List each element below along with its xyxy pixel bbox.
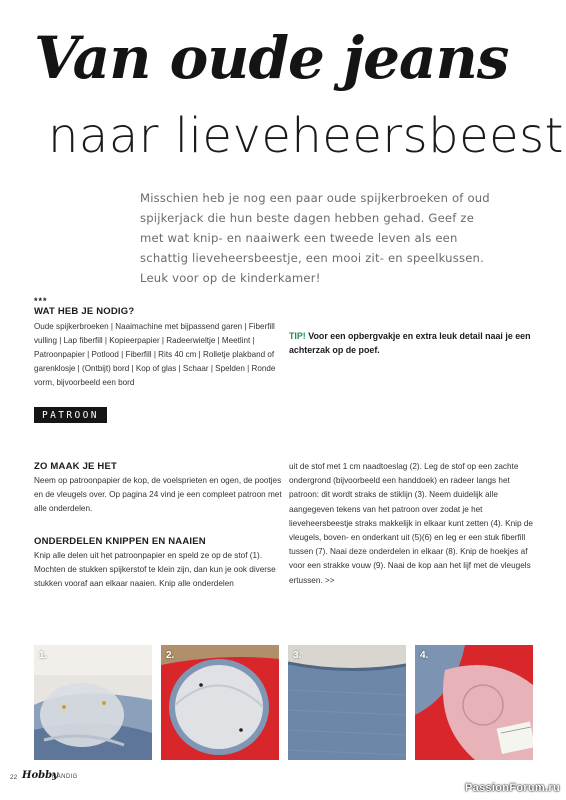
- step-photos: [34, 645, 532, 760]
- step-photo-2: [161, 645, 279, 760]
- pattern-label: PATROON: [34, 407, 107, 423]
- step-photo-2-label: 2.: [166, 650, 175, 661]
- materials-list: Oude spijkerbroeken | Naaimachine met bijpassend garen | Fiberfill vulling | Lap fiberfill | Kopieerpapier | Radeerwieltje | Meetlint | Patroonpapier | Potlood | Fiberfill | Rits 40 cm | Rolletje plakband of garenklosje | (Ontbijt) bord | Kop of glas | Schaar | Spelden | Ronde vorm, bijvoorbeeld een bord: [34, 322, 276, 387]
- step-photo-3-image: [288, 645, 406, 760]
- step-photo-3: [288, 645, 406, 760]
- step-photo-1: [34, 645, 152, 760]
- materials-heading: WAT HEB JE NODIG?: [34, 306, 135, 317]
- tip-box: [289, 330, 539, 357]
- page-number: 22: [10, 774, 18, 781]
- step-photo-3-label: 3.: [293, 650, 302, 661]
- instructions-heading-2: ONDERDELEN KNIPPEN EN NAAIEN: [34, 536, 206, 547]
- instructions-paragraph-1: Neem op patroonpapier de kop, de voelsprieten en ogen, de pootjes en de vleugels over. Op pagina 24 vind je een compleet patroon met alle onderdelen.: [34, 476, 282, 514]
- instructions-paragraph-3: uit de stof met 1 cm naadtoeslag (2). Leg de stof op een zachte ondergrond (bijvoorbeeld een handdoek) en radeer langs het patroon: dit wordt straks de stiklijn (3). Neem duidelijk alle aangegeven tekens van het patroon over zodat je het lieveheersbeestje straks makkelijk in elkaar kunt zetten (4). Knip de vleugels, boven- en onderkant uit (5)(6) en leg er een stuk fiberfill tussen (7). Naai deze onderdelen in elkaar (8). Knip de hoekjes af voor een strakke vouw (9). Naai de kop aan het lijf met de vleugels ertussen. >>: [289, 462, 533, 585]
- watermark: PassionForum.ru: [465, 782, 560, 794]
- step-photo-2-image: [161, 645, 279, 760]
- step-photo-4-image: [415, 645, 533, 760]
- section-stars: ***: [34, 296, 48, 306]
- article-title-script: Van oude jeans: [34, 24, 509, 92]
- step-photo-4: [415, 645, 533, 760]
- step-photo-1-image: [34, 645, 152, 760]
- step-photo-1-label: 1.: [39, 650, 48, 661]
- tip-label: TIP!: [289, 331, 306, 341]
- step-photo-4-label: 4.: [420, 650, 429, 661]
- brand-logo-sub: HANDIG: [52, 774, 78, 780]
- instructions-heading-1: ZO MAAK JE HET: [34, 461, 118, 472]
- brand-logo: Hobby: [22, 770, 58, 781]
- instructions-paragraph-2: Knip alle delen uit het patroonpapier en speld ze op de stof (1). Mochten de stukken spijkerstof te klein zijn, dan kun je ook diverse stukken vooraf aan elkaar naaien. Knip alle onderdelen: [34, 551, 276, 589]
- article-title-subline: naar lieveheersbeest: [48, 108, 564, 164]
- tip-text: Voor een opbergvakje en extra leuk detail naai je een achterzak op de poef.: [289, 331, 531, 355]
- article-intro: Misschien heb je nog een paar oude spijkerbroeken of oud spijkerjack die hun beste dagen hebben gehad. Geef ze met wat knip- en naaiwerk een tweede leven als een schattig lieveheersbeestje, een mooi zit- en speelkussen. Leuk voor op de kinderkamer!: [140, 191, 490, 285]
